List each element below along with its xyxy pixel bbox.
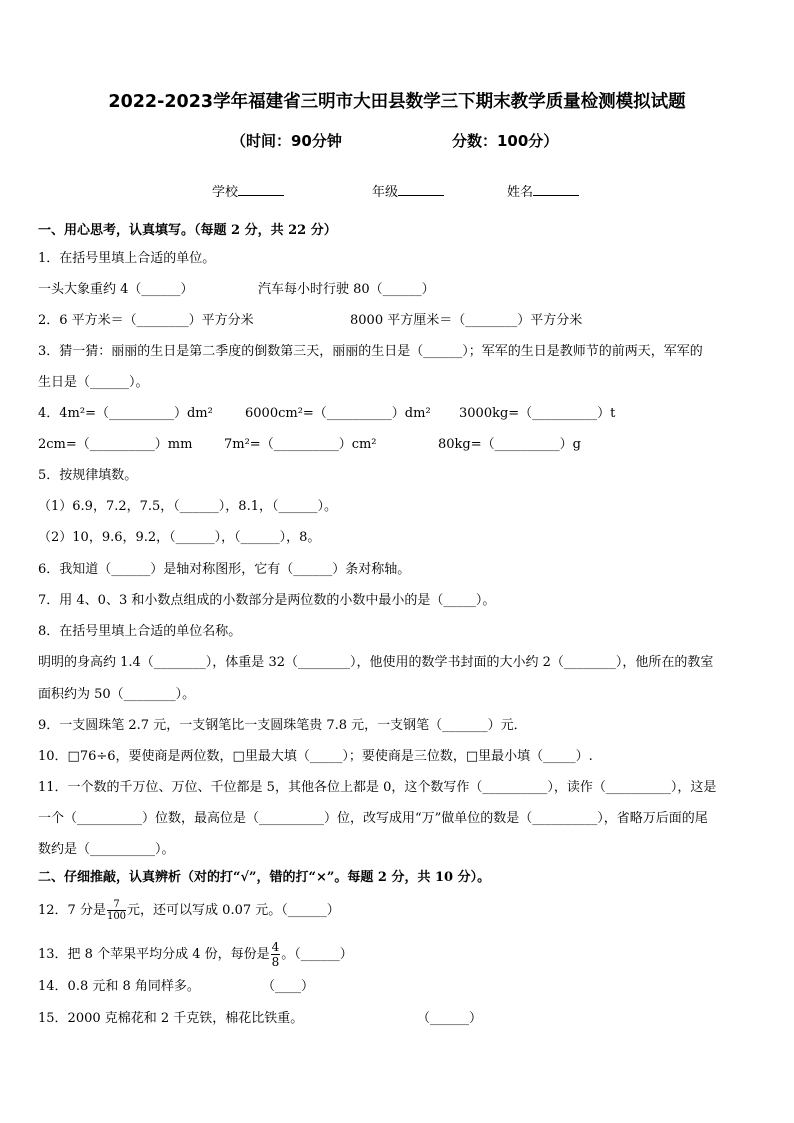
- school-label: 学校: [212, 185, 239, 200]
- question-4b: 6000cm²=（__________）dm²: [245, 406, 431, 421]
- fraction-denominator: 8: [271, 955, 280, 969]
- fraction-7-100: [107, 899, 126, 922]
- exam-title: 2022-2023学年福建省三明市大田县数学三下期末教学质量检测模拟试题: [108, 92, 686, 112]
- question-13-text-end: 。（______）: [281, 947, 353, 962]
- fraction-numerator: 7: [107, 899, 126, 911]
- question-2a: 2．6 平方米＝（________）平方分米: [38, 313, 254, 328]
- question-3b: 生日是（______）。: [38, 375, 149, 390]
- exam-time: （时间：90分钟: [231, 132, 342, 150]
- question-4c: 3000kg=（__________）t: [459, 406, 616, 421]
- grade-label: 年级: [372, 185, 399, 200]
- name-blank[interactable]: [533, 183, 579, 196]
- grade-field[interactable]: [372, 181, 444, 200]
- section2-heading: 二、仔细推敲，认真辨析（对的打“√”，错的打“×”。每题 2 分，共 10 分）。: [38, 870, 491, 885]
- question-1: 1．在括号里填上合适的单位。: [38, 251, 216, 266]
- question-4f: 80kg=（__________）g: [438, 437, 581, 452]
- question-4a: 4．4m²=（__________）dm²: [38, 406, 213, 421]
- question-12-text-end: 元，还可以写成 0.07 元。（______）: [127, 903, 340, 918]
- question-7: 7．用 4、0、3 和小数点组成的小数部分是两位数的小数中最小的是（_____）。: [38, 593, 496, 608]
- question-13-text: 13．把 8 个苹果平均分成 4 份，每份是: [38, 947, 270, 962]
- school-field[interactable]: [212, 181, 284, 200]
- question-12: [38, 899, 340, 922]
- question-8b: 面积约为 50（________）。: [38, 687, 196, 702]
- fraction-numerator: 4: [271, 940, 280, 954]
- name-label: 姓名: [507, 185, 534, 200]
- question-6: 6．我知道（______）是轴对称图形，它有（______）条对称轴。: [38, 562, 411, 577]
- question-1a: 一头大象重约 4（______）: [38, 282, 194, 297]
- question-8: 8．在括号里填上合适的单位名称。: [38, 624, 242, 639]
- question-11b: 一个（__________）位数，最高位是（__________）位，改写成用“万”做单位的数是（__________），省略万后面的尾: [38, 811, 708, 826]
- question-8a: 明明的身高约 1.4（________），体重是 32（________），他使用的数学书封面的大小约 2（________），他所在的教室: [38, 655, 714, 670]
- school-blank[interactable]: [238, 183, 284, 196]
- question-4d: 2cm=（__________）mm: [38, 437, 193, 452]
- fraction-denominator: 100: [106, 911, 127, 922]
- question-5a: （1）6.9，7.2，7.5，（______），8.1，（______）。: [38, 499, 337, 514]
- question-11a: 11．一个数的千万位、万位、千位都是 5，其他各位上都是 0，这个数写作（__________），读作（__________），这是: [38, 780, 717, 795]
- fraction-4-8: [271, 940, 281, 969]
- section1-heading: 一、用心思考，认真填写。（每题 2 分，共 22 分）: [38, 223, 337, 238]
- question-12-text: 12．7 分是: [38, 903, 106, 918]
- question-13: [38, 940, 353, 969]
- question-2b: 8000 平方厘米＝（________）平方分米: [350, 313, 583, 328]
- name-field[interactable]: [507, 181, 579, 200]
- question-15: 15．2000 克棉花和 2 千克铁，棉花比铁重。: [38, 1011, 304, 1026]
- question-15-blank[interactable]: （______）: [417, 1011, 483, 1026]
- grade-blank[interactable]: [398, 183, 444, 196]
- question-10: 10．□76÷6，要使商是两位数，□里最大填（_____）；要使商是三位数，□里最小填（_____）.: [38, 749, 593, 764]
- exam-score: 分数：100分）: [452, 132, 559, 150]
- question-9: 9．一支圆珠笔 2.7 元，一支钢笔比一支圆珠笔贵 7.8 元，一支钢笔（_______）元．: [38, 718, 527, 733]
- question-1b: 汽车每小时行驶 80（______）: [258, 282, 435, 297]
- question-5: 5．按规律填数。: [38, 468, 138, 483]
- question-3a: 3．猜一猜：丽丽的生日是第二季度的倒数第三天，丽丽的生日是（______）；军军的生日是教师节的前两天，军军的: [38, 344, 703, 359]
- question-14-blank[interactable]: （____）: [262, 979, 315, 994]
- question-11c: 数约是（__________）。: [38, 842, 175, 857]
- question-5b: （2）10，9.6，9.2，（______），（______），8。: [38, 530, 321, 545]
- question-4e: 7m²=（__________）cm²: [224, 437, 377, 452]
- question-14: 14．0.8 元和 8 角同样多。: [38, 979, 200, 994]
